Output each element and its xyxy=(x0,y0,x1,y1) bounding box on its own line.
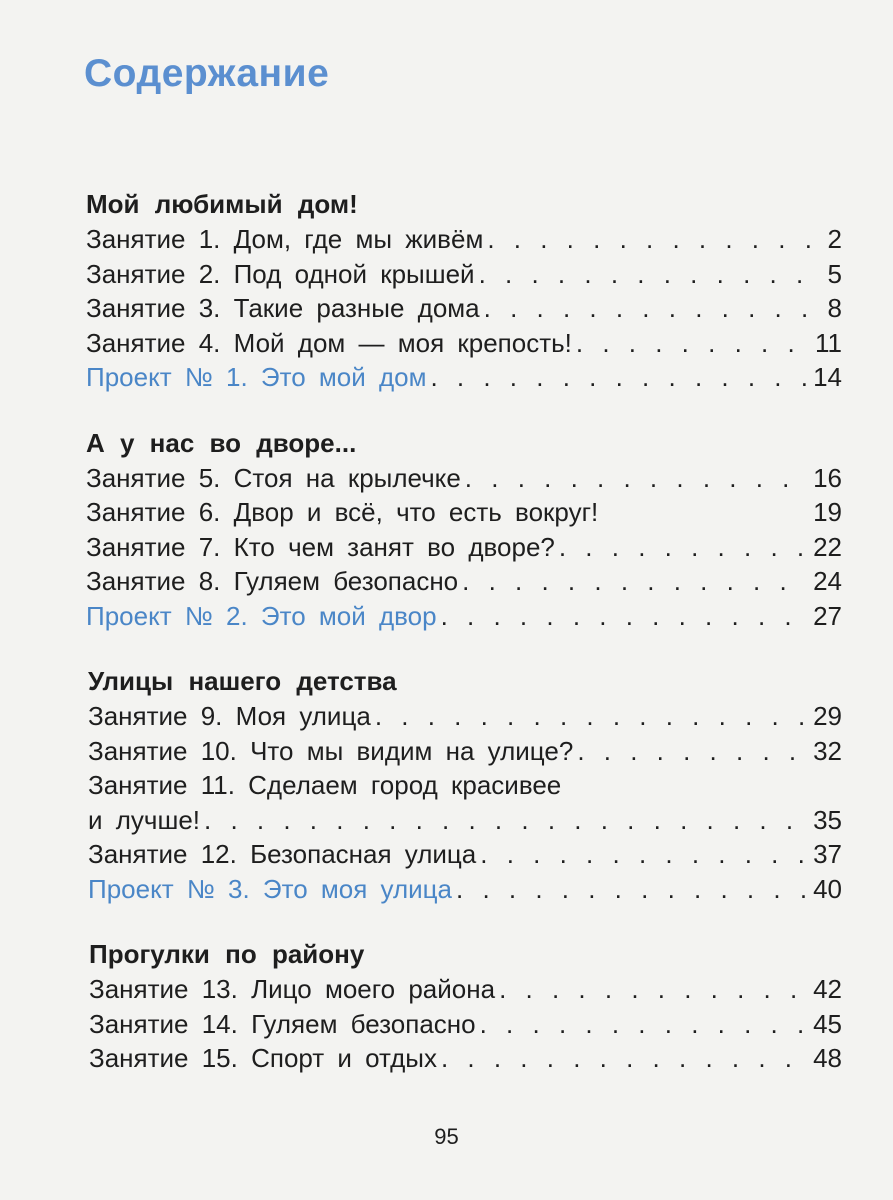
toc-entry xyxy=(86,257,842,292)
toc-entry xyxy=(86,530,842,565)
dot-leader xyxy=(479,257,812,292)
entry-page: 40 xyxy=(813,873,842,904)
toc-entry xyxy=(86,291,842,326)
entry-page: 32 xyxy=(813,735,842,766)
entry-page: 8 xyxy=(827,293,842,323)
dot-leader xyxy=(441,599,808,634)
entry-title: Занятие 14. Гуляем безопасно xyxy=(89,1008,476,1039)
dot-leader xyxy=(430,360,807,395)
entry-page: 14 xyxy=(813,362,842,392)
dot-leader xyxy=(456,872,807,907)
dot-leader xyxy=(480,837,807,872)
toc-entry-first-line xyxy=(88,768,842,803)
entry-title: Занятие 9. Моя улица xyxy=(88,701,371,731)
entry-title: Занятие 5. Стоя на крылечке xyxy=(86,462,461,493)
entry-title: Занятие 3. Такие разные дома xyxy=(86,293,480,323)
toc-entry xyxy=(88,734,842,769)
entry-page: 45 xyxy=(813,1008,842,1039)
toc-entry xyxy=(88,699,842,734)
entry-page: 27 xyxy=(813,600,842,631)
section-heading: Мой любимый дом! xyxy=(86,189,358,219)
section-heading: Улицы нашего детства xyxy=(88,666,397,696)
dot-leader xyxy=(441,1041,807,1076)
toc-entry xyxy=(86,461,842,496)
entry-page: 48 xyxy=(813,1043,842,1073)
entry-title: Занятие 13. Лицо моего района xyxy=(89,974,496,1004)
dot-leader xyxy=(499,972,807,1007)
entry-title: Занятие 10. Что мы видим на улице? xyxy=(88,735,574,766)
toc-entry-continuation xyxy=(88,803,842,838)
entry-page: 22 xyxy=(813,531,842,562)
entry-page: 2 xyxy=(827,224,842,254)
dot-leader xyxy=(577,734,807,769)
section-heading: Прогулки по району xyxy=(89,939,365,969)
toc-project-entry xyxy=(86,360,842,395)
toc-project-entry xyxy=(88,872,842,907)
toc-entry xyxy=(89,1007,842,1042)
toc-entry xyxy=(86,564,842,599)
dot-leader xyxy=(484,291,812,326)
toc-section xyxy=(88,663,842,906)
dot-leader xyxy=(487,222,812,257)
entry-title: Проект № 2. Это мой двор xyxy=(86,600,437,631)
dot-leader xyxy=(480,1007,807,1042)
table-of-contents xyxy=(86,186,842,1106)
entry-page: 19 xyxy=(813,497,842,527)
toc-entry xyxy=(86,495,842,530)
entry-title: Занятие 8. Гуляем безопасно xyxy=(86,566,459,596)
toc-entry xyxy=(89,972,842,1007)
dot-leader xyxy=(375,699,807,734)
entry-page: 24 xyxy=(813,566,842,596)
toc-section xyxy=(89,936,842,1076)
entry-page: 11 xyxy=(815,327,842,358)
section-heading: А у нас во дворе... xyxy=(86,427,357,458)
dot-leader xyxy=(462,564,807,599)
entry-title: Занятие 12. Безопасная улица xyxy=(88,839,477,869)
entry-title: Занятие 1. Дом, где мы живём xyxy=(86,224,484,254)
toc-entry xyxy=(88,837,842,872)
entry-title-continued: и лучше! xyxy=(88,804,201,835)
entry-title: Занятие 2. Под одной крышей xyxy=(86,258,475,289)
entry-page: 35 xyxy=(813,804,842,835)
entry-title: Занятие 4. Мой дом — моя крепость! xyxy=(86,327,572,358)
entry-title: Проект № 3. Это моя улица xyxy=(88,873,452,904)
entry-title: Занятие 6. Двор и всё, что есть вокруг! xyxy=(86,497,599,527)
dot-leader xyxy=(576,326,809,361)
entry-title: Занятие 11. Сделаем город красивее xyxy=(88,770,562,800)
toc-entry xyxy=(89,1041,842,1076)
page-number: 95 xyxy=(434,1124,459,1149)
entry-page: 5 xyxy=(827,258,842,289)
toc-entry xyxy=(86,222,842,257)
entry-title: Проект № 1. Это мой дом xyxy=(86,362,427,392)
entry-page: 42 xyxy=(813,974,842,1004)
entry-title: Занятие 7. Кто чем занят во дворе? xyxy=(86,531,555,562)
toc-entry xyxy=(86,326,842,361)
toc-section xyxy=(86,186,842,395)
toc-project-entry xyxy=(86,599,842,634)
entry-page: 16 xyxy=(813,462,842,493)
dot-leader xyxy=(465,461,807,496)
toc-section xyxy=(86,425,842,634)
dot-leader xyxy=(559,530,807,565)
page-title: Содержание xyxy=(84,52,330,95)
entry-page: 29 xyxy=(813,701,842,731)
entry-page: 37 xyxy=(813,839,842,869)
dot-leader xyxy=(204,803,807,838)
entry-title: Занятие 15. Спорт и отдых xyxy=(89,1043,437,1073)
